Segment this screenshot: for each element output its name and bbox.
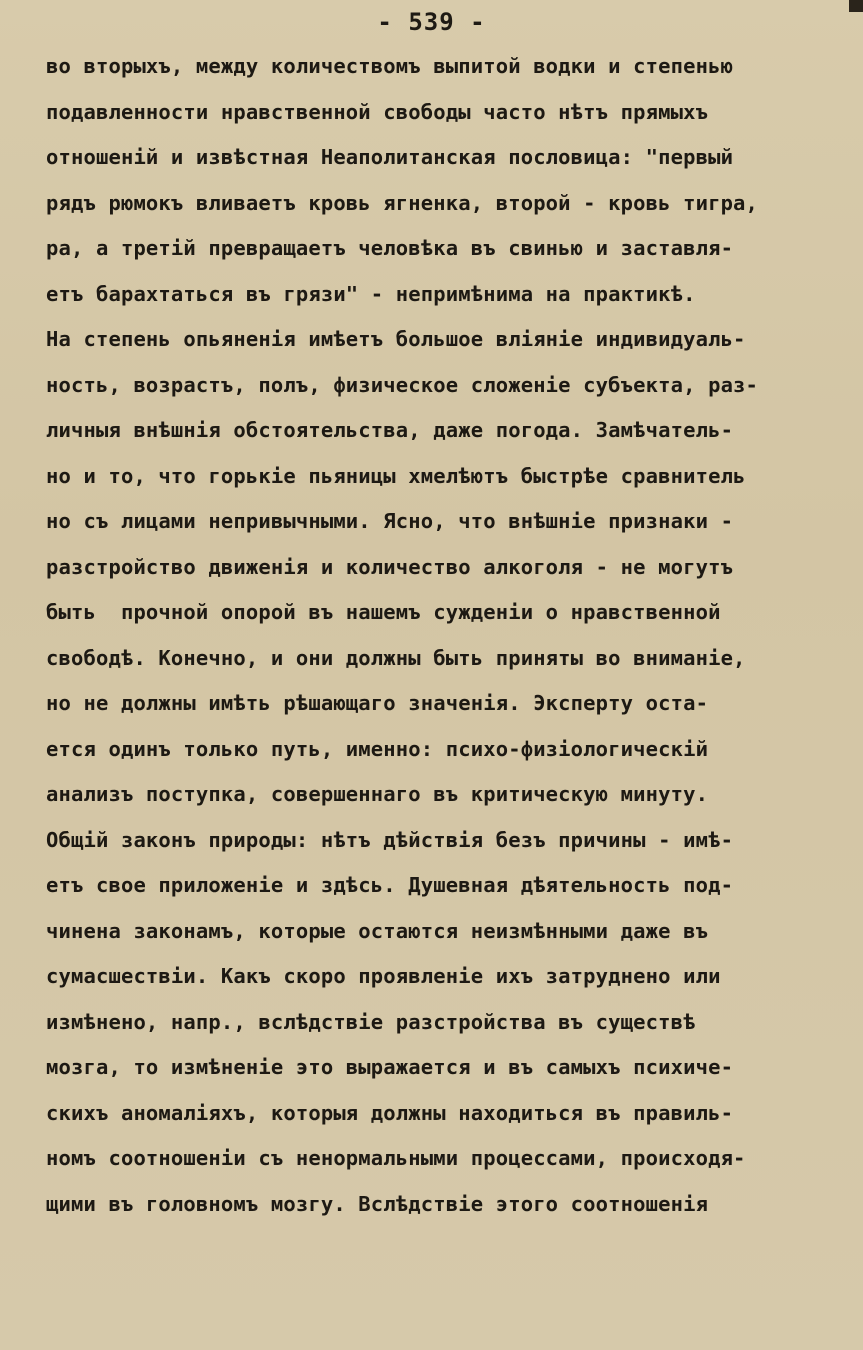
body-text	[46, 44, 836, 1227]
text-line: Общiй законъ природы: нѣтъ дѣйствiя безъ причины - имѣ-	[46, 827, 734, 852]
text-line: но не должны имѣть рѣшающаго значенiя. Эксперту оста-	[46, 691, 709, 715]
text-line: рядъ рюмокъ вливаетъ кровь ягненка, второй - кровь тигра,	[46, 190, 759, 215]
text-line: чинена законамъ, которые остаются неизмѣнными даже въ	[46, 918, 709, 943]
text-line: етъ свое приложенiе и здѣсь. Душевная дѣятельность под-	[46, 873, 734, 897]
text-line: етъ барахтаться въ грязи" - непримѣнима на практикѣ.	[46, 281, 696, 306]
text-line: измѣнено, напр., вслѣдствiе разстройства въ существѣ	[46, 1009, 696, 1034]
text-line: подавленности нравственной свободы часто нѣтъ прямыхъ	[46, 99, 709, 124]
text-line: скихъ аномалiяхъ, которыя должны находиться въ правиль-	[46, 1100, 734, 1125]
text-line: но съ лицами непривычными. Ясно, что внѣшнiе признаки -	[46, 509, 734, 533]
page-number: - 539 -	[377, 8, 486, 36]
text-line: но и то, что горькiе пьяницы хмелѣютъ быстрѣе сравнитель	[46, 463, 746, 488]
text-line: быть прочной опорой въ нашемъ сужденiи о нравственной	[46, 600, 721, 624]
text-line: отношенiй и извѣстная Неаполитанская пословица: "первый	[46, 145, 734, 169]
text-line: сумасшествiи. Какъ скоро проявленiе ихъ затруднено или	[46, 964, 721, 988]
text-line: На степень опьяненiя имѣетъ большое влiянiе индивидуаль-	[46, 327, 746, 351]
text-line: разстройство движенiя и количество алкоголя - не могутъ	[46, 554, 734, 579]
text-line: во вторыхъ, между количествомъ выпитой водки и степенью	[46, 54, 734, 78]
text-line: ность, возрастъ, полъ, физическое сложенiе субъекта, раз-	[46, 372, 759, 397]
text-line: мозга, то измѣненiе это выражается и въ самыхъ психиче-	[46, 1055, 734, 1079]
text-line: свободѣ. Конечно, и они должны быть приняты во вниманiе,	[46, 645, 746, 670]
text-line: номъ соотношенiи съ ненормальными процессами, происходя-	[46, 1146, 746, 1170]
text-line: ра, а третiй превращаетъ человѣка въ свинью и заставля-	[46, 236, 734, 260]
text-line: анализъ поступка, совершеннаго въ критическую минуту.	[46, 782, 709, 806]
text-line: ется одинъ только путь, именно: психо-физiологическiй	[46, 736, 709, 761]
text-line: личныя внѣшнiя обстоятельства, даже погода. Замѣчатель-	[46, 418, 734, 442]
text-line: щими въ головномъ мозгу. Вслѣдствiе этого соотношенiя	[46, 1191, 709, 1216]
